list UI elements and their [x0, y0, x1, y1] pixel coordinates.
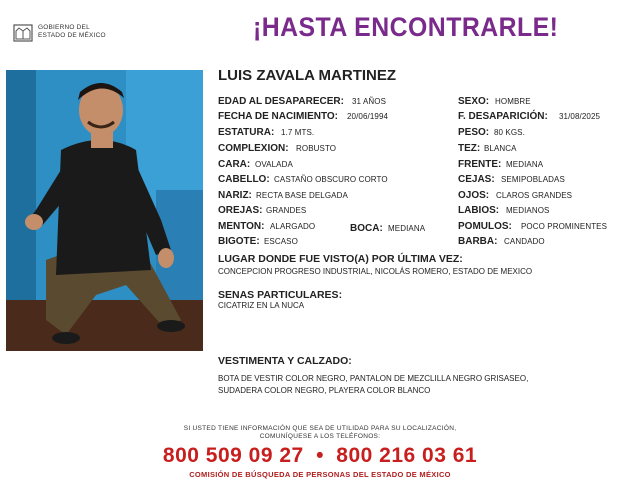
- field-ojos-value: CLAROS GRANDES: [496, 191, 573, 200]
- field-boca-label: BOCA:: [350, 223, 383, 234]
- field-orejas-value: GRANDES: [266, 206, 307, 215]
- person-photo-illustration: [6, 70, 203, 351]
- government-logo: [12, 20, 122, 46]
- field-bigote-value: ESCASO: [264, 237, 298, 246]
- logo-line-2: ESTADO DE MÉXICO: [38, 32, 106, 39]
- field-edad-value: 31 AÑOS: [352, 97, 387, 106]
- field-pomulos-label: POMULOS:: [458, 221, 512, 232]
- contact-notice-2: COMUNÍQUESE A LOS TELÉFONOS:: [259, 433, 381, 440]
- phone-number-1[interactable]: 800 509 09 27: [162, 444, 304, 467]
- phone-numbers: [0, 444, 640, 468]
- field-labios-value: MEDIANOS: [506, 206, 550, 215]
- contact-notice-1: SI USTED TIENE INFORMACIÓN QUE SEA DE UTILIDAD PARA SU LOCALIZACIÓN,: [183, 425, 457, 432]
- field-frente-label: FRENTE:: [458, 159, 502, 170]
- field-peso-label: PESO:: [458, 127, 490, 138]
- field-tez-value: BLANCA: [484, 144, 517, 153]
- footer-commission: COMISIÓN DE BÚSQUEDA DE PERSONAS DEL ESTADO DE MÉXICO: [189, 470, 451, 479]
- person-name: LUIS ZAVALA MARTINEZ: [218, 67, 397, 84]
- field-cabello-label: CABELLO:: [218, 174, 270, 185]
- field-nariz-value: RECTA BASE DELGADA: [256, 191, 348, 200]
- field-estatura-value: 1.7 MTS.: [281, 128, 315, 137]
- field-cara-value: OVALADA: [255, 160, 293, 169]
- field-sexo-label: SEXO:: [458, 96, 490, 107]
- field-frente-value: MEDIANA: [506, 160, 544, 169]
- field-labios-label: LABIOS:: [458, 205, 500, 216]
- field-fecha-nacimiento-value: 20/06/1994: [347, 112, 389, 121]
- phone-separator: •: [316, 444, 324, 467]
- marks-title: SENAS PARTICULARES:: [218, 289, 343, 301]
- clothing-line-1: BOTA DE VESTIR COLOR NEGRO, PANTALON DE MEZCLILLA NEGRO GRISASEO,: [218, 374, 529, 383]
- person-photo: [6, 70, 203, 351]
- marks-text: CICATRIZ EN LA NUCA: [218, 301, 305, 310]
- clothing-title: VESTIMENTA Y CALZADO:: [218, 355, 352, 367]
- field-barba-value: CANDADO: [504, 237, 545, 246]
- field-fecha-nacimiento-label: FECHA DE NACIMIENTO:: [218, 111, 338, 122]
- field-menton-value: ALARGADO: [270, 222, 316, 231]
- field-cejas-label: CEJAS:: [458, 174, 495, 185]
- field-boca-value: MEDIANA: [388, 224, 426, 233]
- field-sexo-value: HOMBRE: [495, 97, 531, 106]
- field-edad-label: EDAD AL DESAPARECER:: [218, 96, 344, 107]
- field-f-desaparicion-value: 31/08/2025: [559, 112, 601, 121]
- clothing-line-2: SUDADERA COLOR NEGRO, PLAYERA COLOR BLANCO: [218, 386, 431, 395]
- field-menton-label: MENTON:: [218, 221, 265, 232]
- field-cejas-value: SEMIPOBLADAS: [501, 175, 565, 184]
- field-complexion-value: ROBUSTO: [296, 144, 337, 153]
- field-peso-value: 80 KGS.: [494, 128, 525, 137]
- phone-number-2[interactable]: 800 216 03 61: [336, 444, 478, 467]
- field-nariz-label: NARIZ:: [218, 190, 252, 201]
- field-bigote-label: BIGOTE:: [218, 236, 260, 247]
- field-complexion-label: COMPLEXION:: [218, 143, 289, 154]
- last-seen-text: CONCEPCION PROGRESO INDUSTRIAL, NICOLÁS ROMERO, ESTADO DE MEXICO: [218, 267, 533, 276]
- logo-line-1: GOBIERNO DEL: [38, 24, 90, 31]
- field-pomulos-value: POCO PROMINENTES: [521, 222, 608, 231]
- headline: ¡HASTA ENCONTRARLE!: [253, 12, 559, 42]
- field-cara-label: CARA:: [218, 159, 251, 170]
- state-seal-icon: [12, 22, 34, 44]
- last-seen-title: LUGAR DONDE FUE VISTO(A) POR ÚLTIMA VEZ:: [218, 253, 463, 265]
- field-ojos-label: OJOS:: [458, 190, 490, 201]
- field-estatura-label: ESTATURA:: [218, 127, 275, 138]
- field-cabello-value: CASTAÑO OBSCURO CORTO: [274, 175, 388, 184]
- field-orejas-label: OREJAS:: [218, 205, 263, 216]
- field-tez-label: TEZ:: [458, 143, 481, 154]
- field-barba-label: BARBA:: [458, 236, 498, 247]
- field-f-desaparicion-label: F. DESAPARICIÓN:: [458, 111, 548, 122]
